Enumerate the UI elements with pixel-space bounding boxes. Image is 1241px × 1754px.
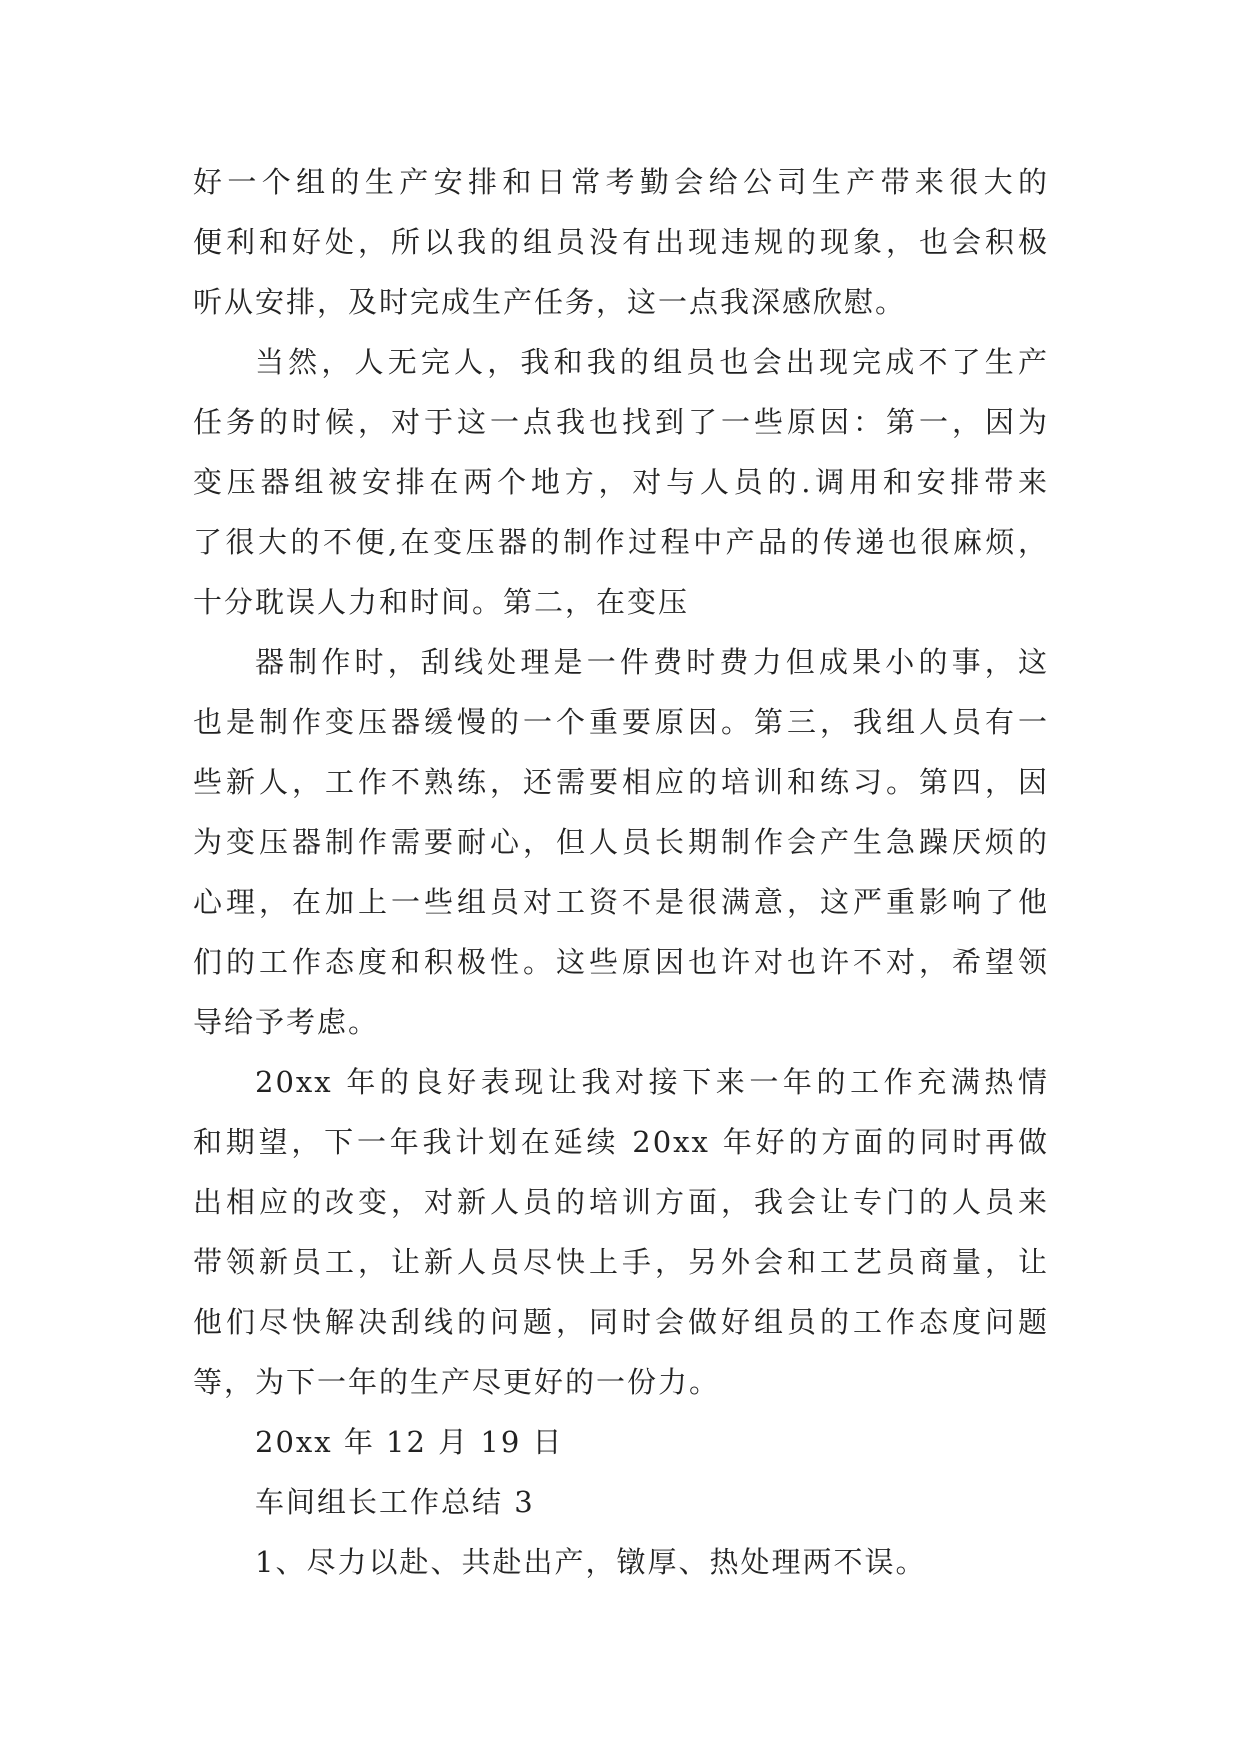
text-line: 等，为下一年的生产尽更好的一份力。 bbox=[193, 1365, 721, 1399]
text-line: 心理，在加上一些组员对工资不是很满意，这严重影响了他 bbox=[193, 885, 1049, 919]
text-line: 便利和好处，所以我的组员没有出现违规的现象，也会积极 bbox=[193, 225, 1049, 259]
date-line bbox=[193, 1412, 1049, 1472]
paragraph-1 bbox=[193, 152, 1049, 332]
text-line: 变压器组被安排在两个地方，对与人员的.调用和安排带来 bbox=[193, 465, 1049, 499]
text-line: 带领新员工，让新人员尽快上手，另外会和工艺员商量，让 bbox=[193, 1245, 1049, 1279]
text-line: 了很大的不便,在变压器的制作过程中产品的传递也很麻烦， bbox=[193, 525, 1049, 559]
text-line: 他们尽快解决刮线的问题，同时会做好组员的工作态度问题 bbox=[193, 1305, 1049, 1339]
text-line: 和期望，下一年我计划在延续 20xx 年好的方面的同时再做 bbox=[193, 1125, 1049, 1159]
paragraph-2 bbox=[193, 332, 1049, 632]
text-line: 们的工作态度和积极性。这些原因也许对也许不对，希望领 bbox=[193, 945, 1049, 979]
text-line: 听从安排，及时完成生产任务，这一点我深感欣慰。 bbox=[193, 285, 907, 319]
text-line: 20xx 年 12 月 19 日 bbox=[255, 1425, 564, 1459]
text-line: 当然，人无完人，我和我的组员也会出现完成不了生产 bbox=[255, 345, 1049, 379]
text-line: 车间组长工作总结 3 bbox=[255, 1485, 535, 1519]
text-line: 好一个组的生产安排和日常考勤会给公司生产带来很大的 bbox=[193, 165, 1049, 199]
text-line: 任务的时候，对于这一点我也找到了一些原因：第一，因为 bbox=[193, 405, 1049, 439]
text-line: 十分耽误人力和时间。第二，在变压 bbox=[193, 585, 690, 619]
text-line: 器制作时，刮线处理是一件费时费力但成果小的事，这 bbox=[255, 645, 1049, 679]
paragraph-3 bbox=[193, 632, 1049, 1052]
text-line: 也是制作变压器缓慢的一个重要原因。第三，我组人员有一 bbox=[193, 705, 1049, 739]
list-item bbox=[193, 1532, 1049, 1592]
text-line: 些新人，工作不熟练，还需要相应的培训和练习。第四，因 bbox=[193, 765, 1049, 799]
text-line: 导给予考虑。 bbox=[193, 1005, 380, 1039]
text-line: 20xx 年的良好表现让我对接下来一年的工作充满热情 bbox=[255, 1065, 1049, 1099]
text-line: 1、尽力以赴、共赴出产，镦厚、热处理两不误。 bbox=[255, 1545, 927, 1579]
text-line: 出相应的改变，对新人员的培训方面，我会让专门的人员来 bbox=[193, 1185, 1049, 1219]
paragraph-4 bbox=[193, 1052, 1049, 1412]
section-title bbox=[193, 1472, 1049, 1532]
text-line: 为变压器制作需要耐心，但人员长期制作会产生急躁厌烦的 bbox=[193, 825, 1049, 859]
document-body bbox=[193, 152, 1049, 1592]
